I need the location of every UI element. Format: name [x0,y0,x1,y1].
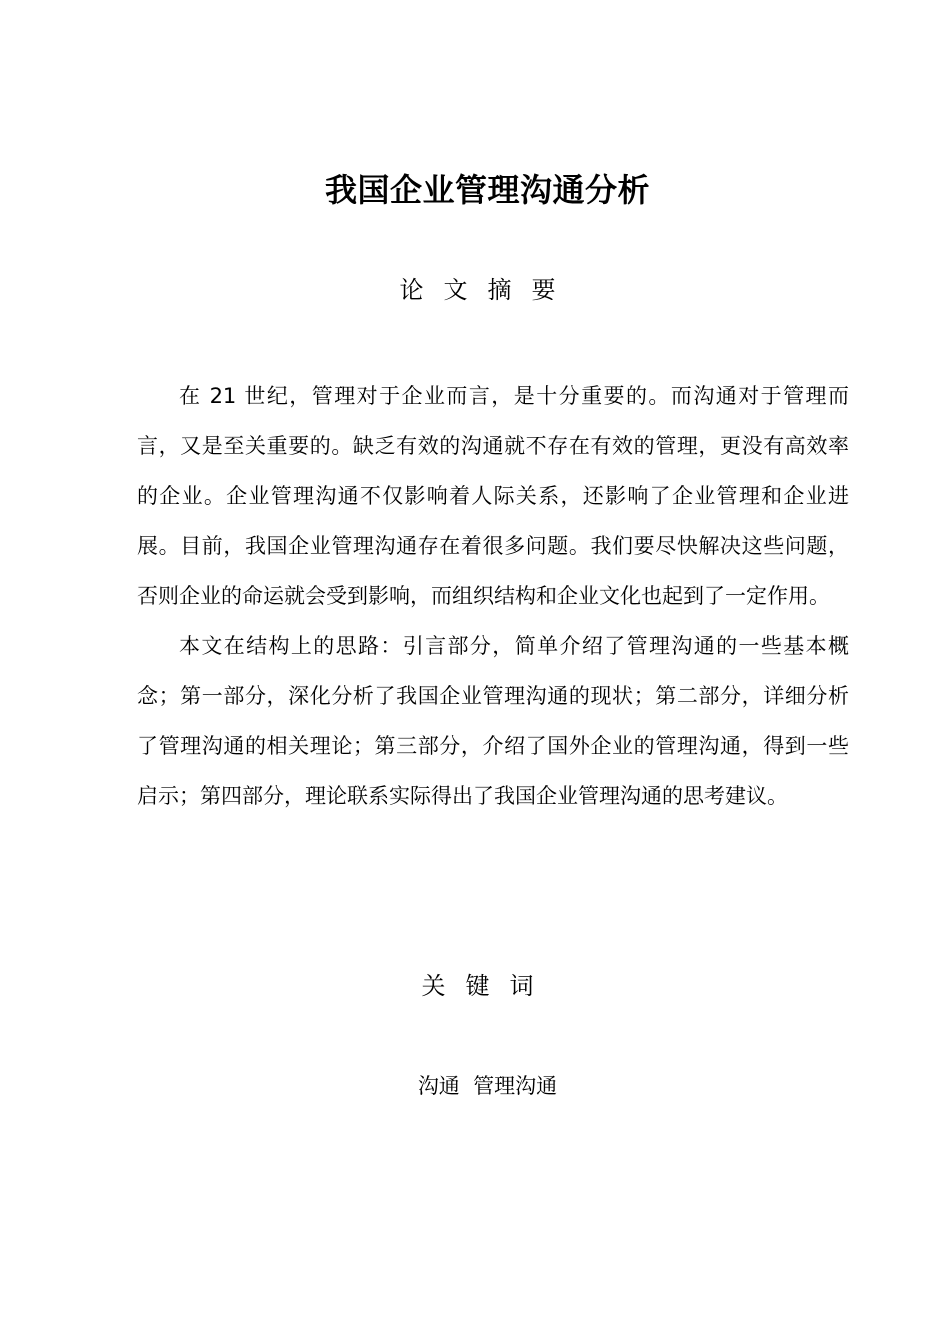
abstract-heading: 论文摘要 [399,276,576,304]
document-title: 我国企业管理沟通分析 [324,171,650,209]
keywords-list: 沟通 管理沟通 [417,1074,558,1098]
keywords-heading: 关键词 [421,972,554,1000]
abstract-paragraph-1: 在 21 世纪，管理对于企业而言，是十分重要的。而沟通对于管理而言，又是至关重要的。缺乏有效的沟通就不存在有效的管理，更没有高效率的企业。企业管理沟通不仅影响着人际关系，还影响了企业管理和企业进展。目前，我国企业管理沟通存在着很多问题。我们要尽快解决这些问题，否则企业的命运就会受到影响，而组织结构和企业文化也起到了一定作用。 [137,384,849,608]
abstract-body [137,371,849,821]
abstract-paragraph-2: 本文在结构上的思路：引言部分，简单介绍了管理沟通的一些基本概念；第一部分，深化分析了我国企业管理沟通的现状；第二部分，详细分析了管理沟通的相关理论；第三部分，介绍了国外企业的管理沟通，得到一些启示；第四部分，理论联系实际得出了我国企业管理沟通的思考建议。 [137,634,849,808]
